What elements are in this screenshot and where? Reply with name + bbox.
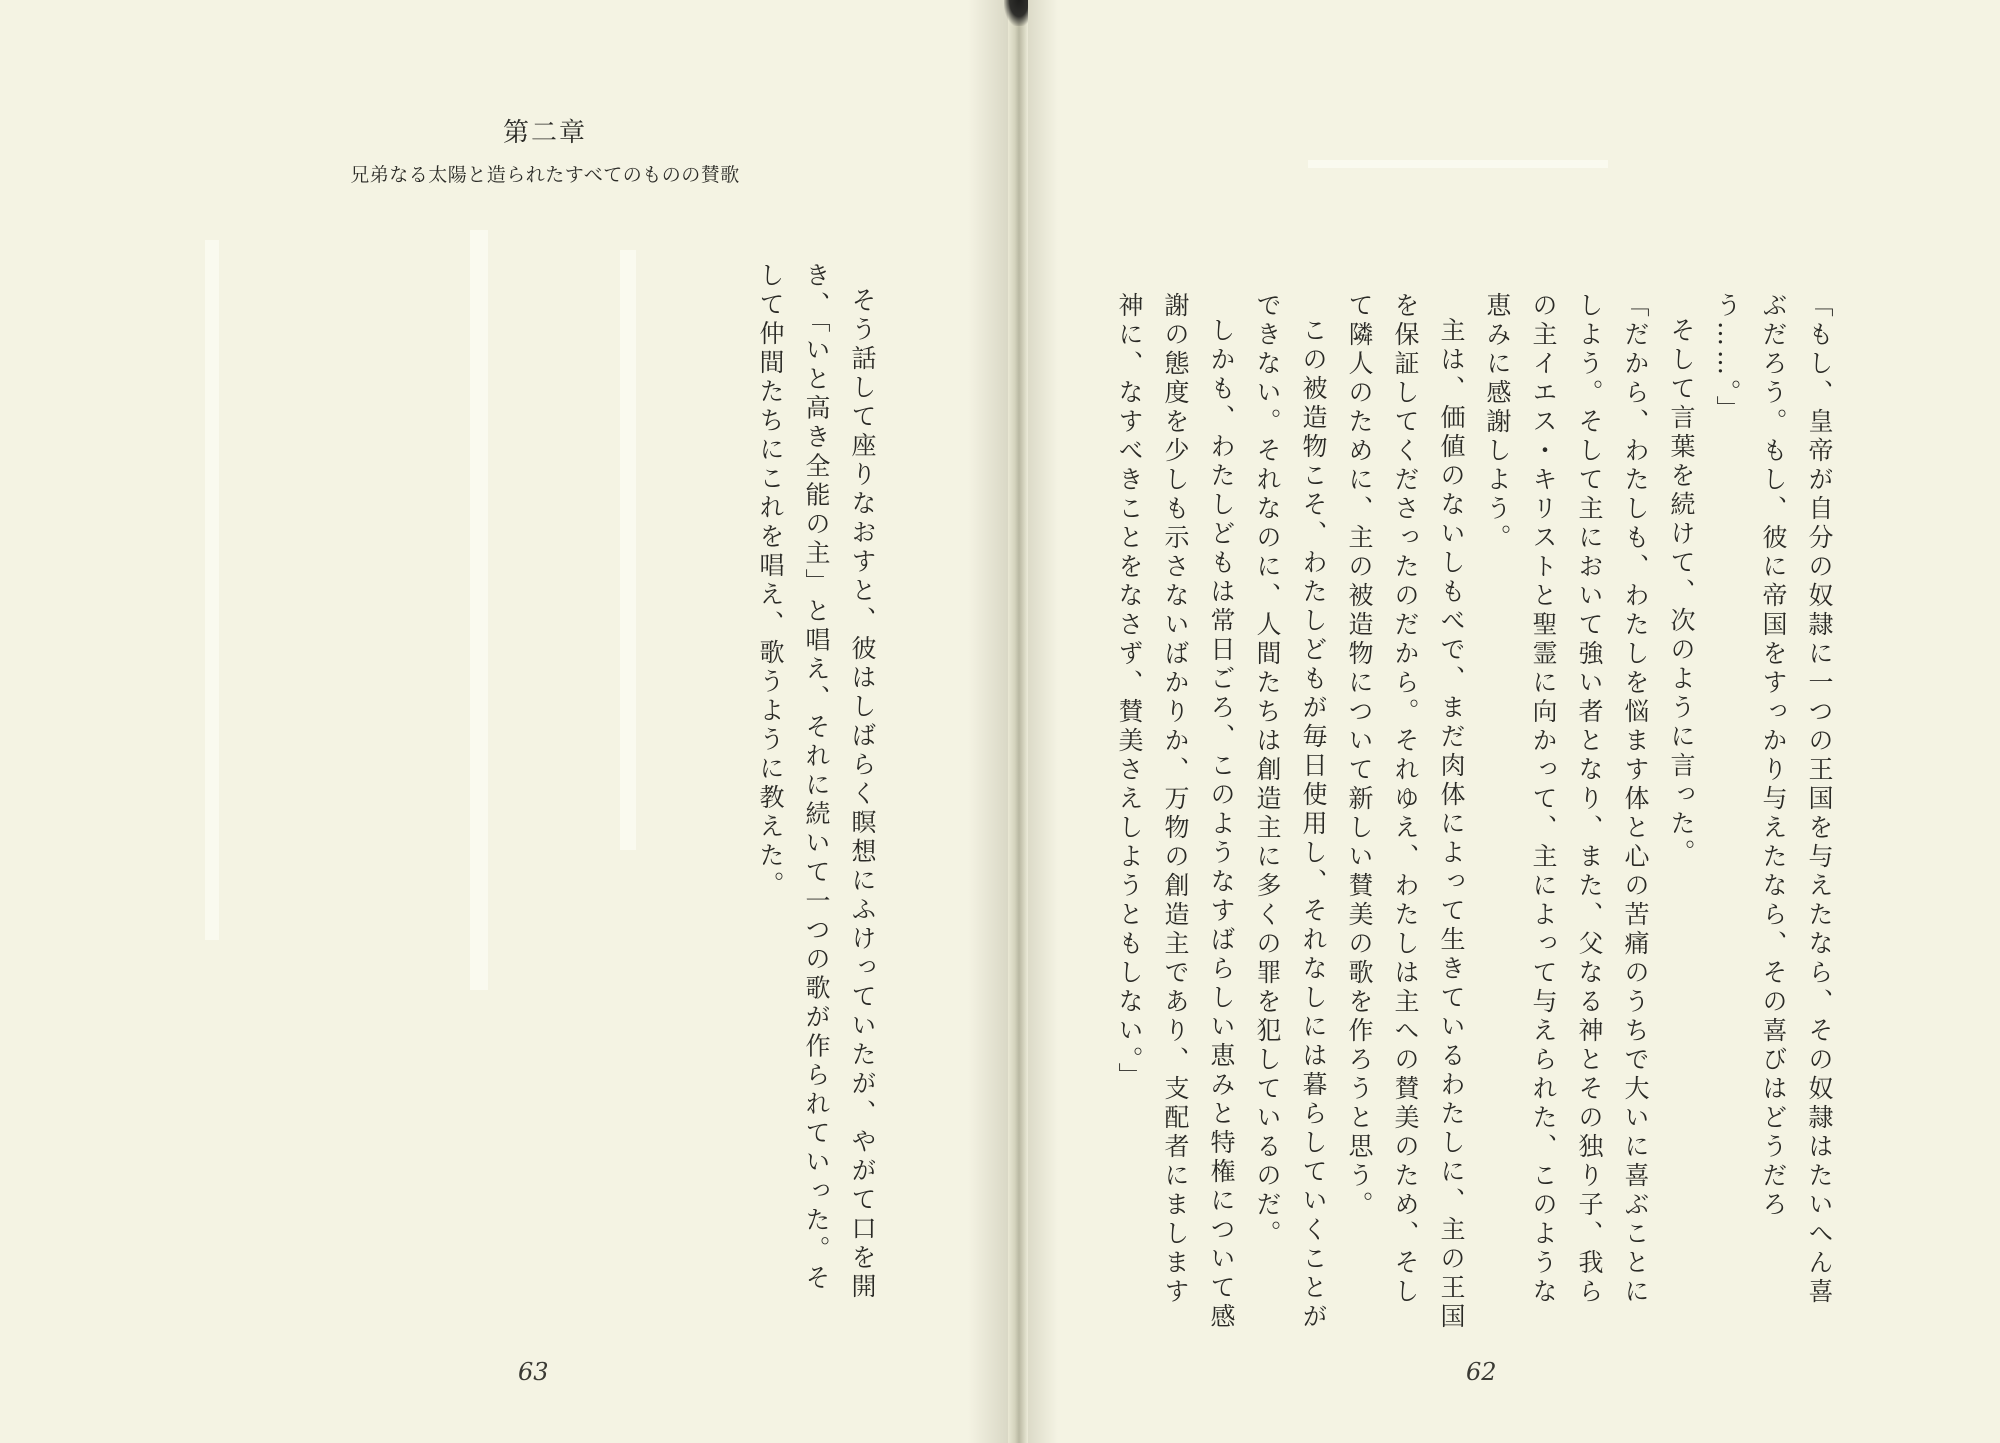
paragraph: しかも、わたしどもは常日ごろ、このようなすばらしい恵みと特権について感謝の態度を少しも示さないばかりか、万物の創造主であり、支配者にまします神に、なすべきことをなさず、賛美さえしようともしない。」: [1115, 292, 1236, 1332]
paragraph: 「だから、わたしも、わたしを悩ます体と心の苦痛のうちで大いに喜ぶことにしよう。そして主において強い者となり、また、父なる神とその独り子、我らの主イエス・キリストと聖霊に向かって、主によって与えられた、このような恵みに感謝しよう。: [1483, 292, 1650, 1307]
faint-band: [620, 250, 636, 850]
left-body-text: [745, 262, 885, 1302]
page-number-left: 63: [518, 1358, 549, 1386]
paragraph: この被造物こそ、わたしどもが毎日使用し、それなしには暮らしていくことができない。それなのに、人間たちは創造主に多くの罪を犯しているのだ。: [1253, 292, 1328, 1332]
faint-band: [470, 230, 488, 990]
right-body-text: [1102, 292, 1842, 1332]
chapter-subtitle: 兄弟なる太陽と造られたすべてのものの賛歌: [350, 164, 740, 186]
faint-band: [205, 240, 219, 940]
paragraph: そして言葉を続けて、次のように言った。: [1667, 317, 1696, 868]
chapter-title: 第二章: [502, 118, 587, 148]
gutter: [1008, 0, 1028, 1443]
faint-band: [1308, 160, 1608, 168]
paragraph: 「もし、皇帝が自分の奴隷に一つの王国を与えたなら、その奴隷はたいへん喜ぶだろう。もし、彼に帝国をすっかり与えたなら、その喜びはどうだろう……。」: [1713, 292, 1834, 1307]
right-page-shadow: [1028, 0, 1058, 1443]
left-page-shadow: [968, 0, 1008, 1443]
paragraph: 主は、価値のないしもべで、まだ肉体によって生きているわたしに、主の王国を保証してくださったのだから。それゆえ、わたしは主への賛美のため、そして隣人のために、主の被造物について新しい賛美の歌を作ろうと思う。: [1345, 292, 1466, 1332]
page-number-right: 62: [1466, 1358, 1497, 1386]
paragraph: そう話して座りなおすと、彼はしばらく瞑想にふけっていたが、やがて口を開き、「いと高き全能の主」と唱え、それに続いて一つの歌が作られていった。そして仲間たちにこれを唱え、歌うように教えた。: [756, 262, 877, 1302]
